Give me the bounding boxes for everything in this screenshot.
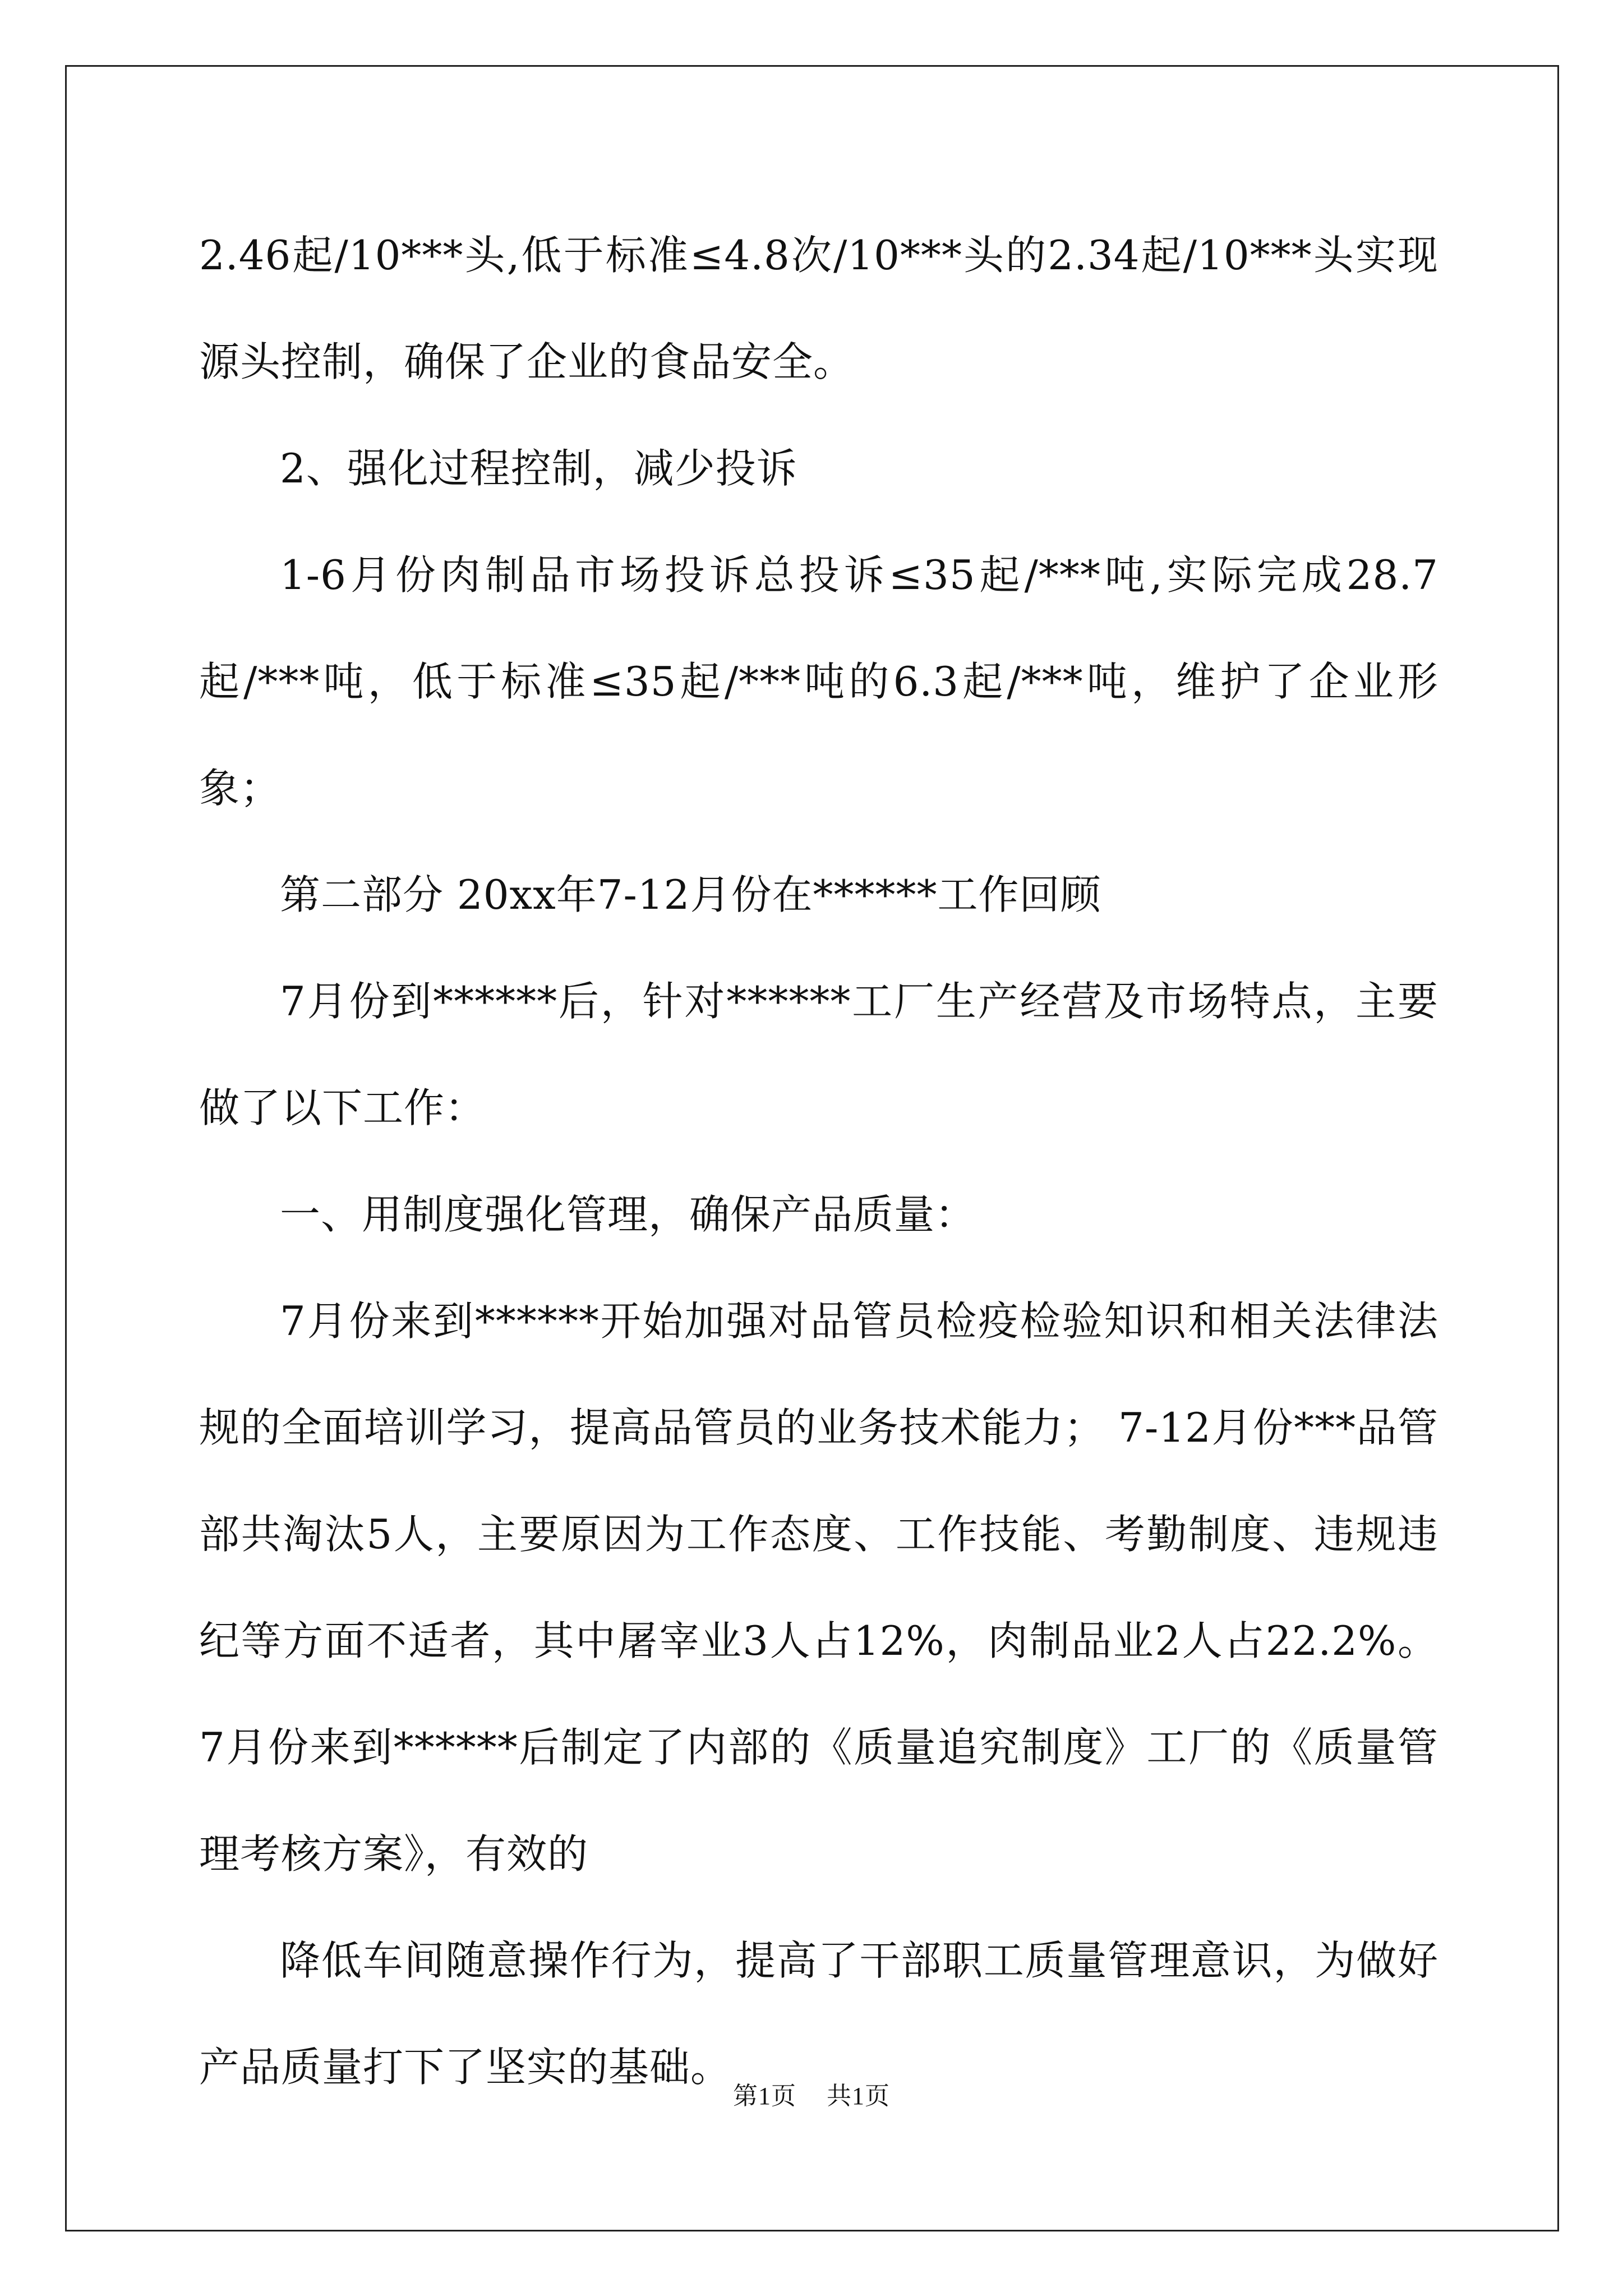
document-body: [199, 202, 1438, 2120]
page-footer: [0, 2076, 1623, 2111]
page-number-total: 共1页: [827, 2082, 890, 2110]
paragraph-foundation: 降低车间随意操作行为，提高了干部职工质量管理意识，为做好产品质量打下了坚实的基础。: [199, 1937, 1438, 2091]
paragraph-training: 7月份来到******开始加强对品管员检疫检验知识和相关法律法规的全面培训学习，提高品管员的业务技术能力； 7-12月份***品管部共淘汰5人，主要原因为工作态度、工作技能、考勤制度、违规违纪等方面不适者，其中屠宰业3人占12%，肉制品业2人占22.2%。7月份来到******后制定了内部的《质量追究制度》工厂的《质量管理考核方案》，有效的: [199, 1297, 1438, 1878]
paragraph-complaints: 1-6月份肉制品市场投诉总投诉≤35起/***吨,实际完成28.7起/***吨，低于标准≤35起/***吨的6.3起/***吨，维护了企业形象；: [199, 551, 1438, 812]
paragraph-1: 2.46起/10***头,低于标准≤4.8次/10***头的2.34起/10***头实现源头控制，确保了企业的食品安全。: [199, 232, 1438, 385]
section-heading-process-control: 2、强化过程控制，减少投诉: [280, 445, 797, 492]
part-two-heading: 第二部分 20xx年7-12月份在******工作回顾: [280, 871, 1101, 918]
page-number-current: 第1页: [733, 2082, 796, 2110]
paragraph-july-work: 7月份到******后，针对******工厂生产经营及市场特点，主要做了以下工作：: [199, 978, 1438, 1131]
section-heading-management: 一、用制度强化管理，确保产品质量：: [280, 1191, 976, 1238]
